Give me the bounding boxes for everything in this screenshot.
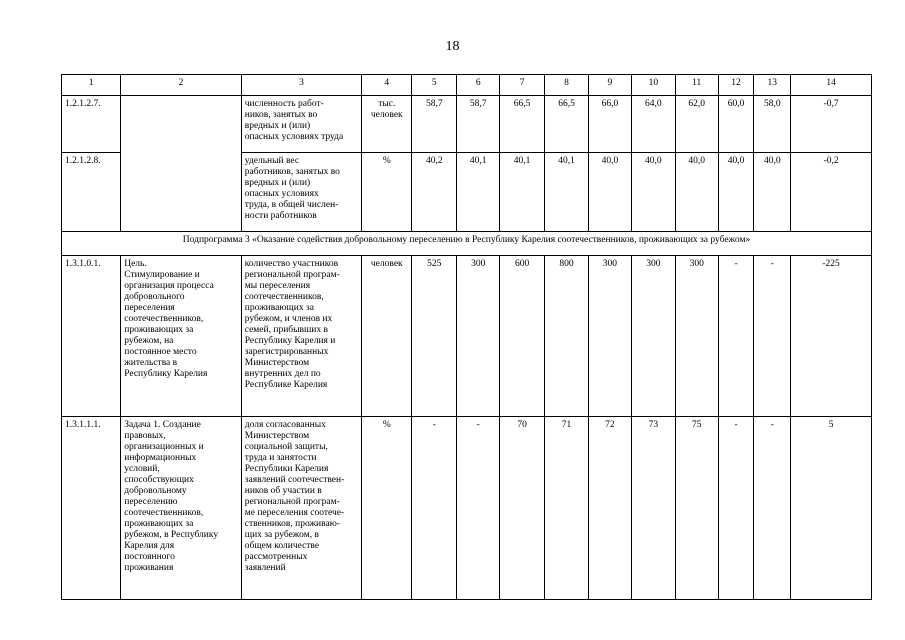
value-cell: 58,7 bbox=[457, 96, 500, 153]
row-unit: % bbox=[362, 417, 412, 600]
header-cell: 5 bbox=[412, 75, 457, 96]
value-cell: 300 bbox=[675, 256, 718, 417]
value-cell: 58,0 bbox=[754, 96, 791, 153]
value-cell: 62,0 bbox=[675, 96, 718, 153]
value-cell: 300 bbox=[631, 256, 675, 417]
value-cell: 40,0 bbox=[588, 153, 631, 232]
value-cell: 40,1 bbox=[500, 153, 545, 232]
value-cell: - bbox=[457, 417, 500, 600]
value-cell: 70 bbox=[500, 417, 545, 600]
value-cell: 40,0 bbox=[754, 153, 791, 232]
row-code: 1.3.1.0.1. bbox=[62, 256, 121, 417]
header-cell: 2 bbox=[121, 75, 242, 96]
header-cell: 11 bbox=[675, 75, 718, 96]
row-indicator: доля согласованных Министерством социальной защиты, труда и занятости Республики Карелия заявлений соотечествен- ников об участии в региональной програм- ме переселения соотече- ственников, проживаю- щих за рубежом, в общем количестве рассмотренных заявлений bbox=[241, 417, 362, 600]
value-cell: 525 bbox=[412, 256, 457, 417]
value-cell: - bbox=[718, 256, 754, 417]
row-name bbox=[121, 96, 242, 232]
value-cell: 60,0 bbox=[718, 96, 754, 153]
header-cell: 9 bbox=[588, 75, 631, 96]
value-cell: 72 bbox=[588, 417, 631, 600]
header-row bbox=[62, 75, 872, 96]
row-name: Цель. Стимулирование и организация процесса добровольного переселения соотечественников, проживающих за рубежом, на постоянное место жительства в Республику Карелия bbox=[121, 256, 242, 417]
value-cell: 58,7 bbox=[412, 96, 457, 153]
value-cell: 75 bbox=[675, 417, 718, 600]
value-cell: 300 bbox=[457, 256, 500, 417]
value-cell: 66,5 bbox=[500, 96, 545, 153]
header-cell: 12 bbox=[718, 75, 754, 96]
value-cell: 40,2 bbox=[412, 153, 457, 232]
indicators-table bbox=[61, 74, 872, 600]
page-number: 18 bbox=[445, 39, 460, 54]
header-cell: 10 bbox=[631, 75, 675, 96]
value-cell: 800 bbox=[545, 256, 589, 417]
value-cell: 40,0 bbox=[718, 153, 754, 232]
row-code: 1.3.1.1.1. bbox=[62, 417, 121, 600]
value-cell: 73 bbox=[631, 417, 675, 600]
value-cell: - bbox=[412, 417, 457, 600]
row-name: Задача 1. Создание правовых, организационных и информационных условий, способствующих добровольному переселению соотечественников, проживающих за рубежом, в Республику Карелия для постоянного проживания bbox=[121, 417, 242, 600]
value-cell: - bbox=[754, 256, 791, 417]
value-cell: 66,0 bbox=[588, 96, 631, 153]
row-indicator: количество участников региональной програм- мы переселения соотечественников, проживающих за рубежом, и членов их семей, прибывших в Республику Карелия и зарегистрированных Министерством внутренних дел по Республике Карелия bbox=[241, 256, 362, 417]
header-cell: 8 bbox=[545, 75, 589, 96]
table-row bbox=[62, 256, 872, 417]
value-cell: 40,0 bbox=[675, 153, 718, 232]
value-cell: 40,0 bbox=[631, 153, 675, 232]
value-cell: 40,1 bbox=[545, 153, 589, 232]
table-row bbox=[62, 96, 872, 153]
row-unit: человек bbox=[362, 256, 412, 417]
subprogram-title: Подпрограмма 3 «Оказание содействия добровольному переселению в Республику Карелия соотечественников, проживающих за рубежом» bbox=[62, 232, 872, 256]
value-cell: 600 bbox=[500, 256, 545, 417]
header-cell: 13 bbox=[754, 75, 791, 96]
value-cell: -225 bbox=[791, 256, 872, 417]
value-cell: 300 bbox=[588, 256, 631, 417]
subprogram-row bbox=[62, 232, 872, 256]
value-cell: - bbox=[718, 417, 754, 600]
header-cell: 6 bbox=[457, 75, 500, 96]
value-cell: -0,7 bbox=[791, 96, 872, 153]
value-cell: 5 bbox=[791, 417, 872, 600]
value-cell: 66,5 bbox=[545, 96, 589, 153]
header-cell: 7 bbox=[500, 75, 545, 96]
header-cell: 4 bbox=[362, 75, 412, 96]
value-cell: - bbox=[754, 417, 791, 600]
value-cell: 64,0 bbox=[631, 96, 675, 153]
row-indicator: численность работ- ников, занятых во вредных и (или) опасных условиях труда bbox=[241, 96, 362, 153]
header-cell: 1 bbox=[62, 75, 121, 96]
row-unit: % bbox=[362, 153, 412, 232]
row-code: 1.2.1.2.8. bbox=[62, 153, 121, 232]
value-cell: 71 bbox=[545, 417, 589, 600]
row-unit: тыс. человек bbox=[362, 96, 412, 153]
table-row bbox=[62, 417, 872, 600]
value-cell: -0,2 bbox=[791, 153, 872, 232]
row-indicator: удельный вес работников, занятых во вредных и (или) опасных условиях труда, в общей числен- ности работников bbox=[241, 153, 362, 232]
row-code: 1.2.1.2.7. bbox=[62, 96, 121, 153]
header-cell: 14 bbox=[791, 75, 872, 96]
header-cell: 3 bbox=[241, 75, 362, 96]
value-cell: 40,1 bbox=[457, 153, 500, 232]
